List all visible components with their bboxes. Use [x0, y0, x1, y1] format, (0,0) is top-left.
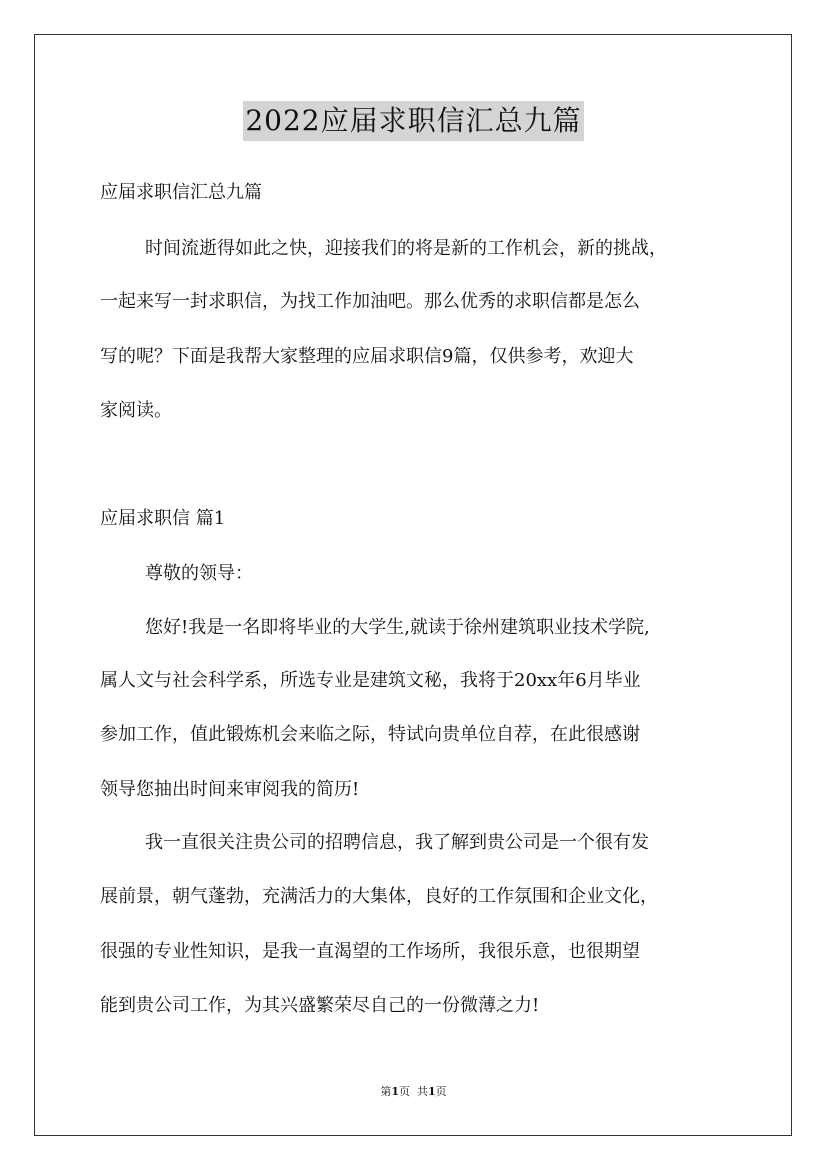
footer-total-unit: 页	[435, 1085, 447, 1098]
footer-page-unit: 页	[399, 1085, 410, 1098]
page-footer	[0, 1085, 827, 1099]
document-title-text: 2022应届求职信汇总九篇	[243, 101, 583, 141]
body-line-8: 能到贵公司工作，为其兴盛繁荣尽自己的一份微薄之力!	[100, 995, 540, 1016]
salutation: 尊敬的领导：	[145, 563, 253, 584]
body-line-1: 您好!我是一名即将毕业的大学生,就读于徐州建筑职业技术学院,	[145, 617, 650, 638]
intro-line-4: 家阅读。	[100, 400, 172, 421]
section-heading: 应届求职信 篇1	[100, 508, 226, 529]
body-line-5: 我一直很关注贵公司的招聘信息，我了解到贵公司是一个很有发	[145, 832, 649, 853]
intro-line-2: 一起来写一封求职信，为找工作加油吧。那么优秀的求职信都是怎么	[100, 291, 640, 312]
subtitle-line: 应届求职信汇总九篇	[100, 182, 262, 203]
body-line-7: 很强的专业性知识，是我一直渴望的工作场所，我很乐意，也很期望	[100, 941, 640, 962]
footer-prefix: 第	[380, 1085, 392, 1098]
intro-line-1: 时间流逝得如此之快，迎接我们的将是新的工作机会，新的挑战，	[145, 238, 667, 259]
document-title	[0, 100, 827, 141]
body-line-2: 属人文与社会科学系，所选专业是建筑文秘，我将于20xx年6月毕业	[100, 670, 641, 691]
footer-total-pages: 1	[428, 1085, 436, 1098]
body-line-6: 展前景，朝气蓬勃，充满活力的大集体，良好的工作氛围和企业文化，	[100, 886, 658, 907]
footer-total-prefix: 共	[417, 1085, 428, 1098]
body-line-4: 领导您抽出时间来审阅我的简历!	[100, 779, 360, 800]
body-line-3: 参加工作，值此锻炼机会来临之际，特试向贵单位自荐，在此很感谢	[100, 724, 640, 745]
intro-line-3: 写的呢？下面是我帮大家整理的应届求职信9篇，仅供参考，欢迎大	[100, 346, 634, 367]
footer-page-number: 1	[391, 1085, 399, 1098]
